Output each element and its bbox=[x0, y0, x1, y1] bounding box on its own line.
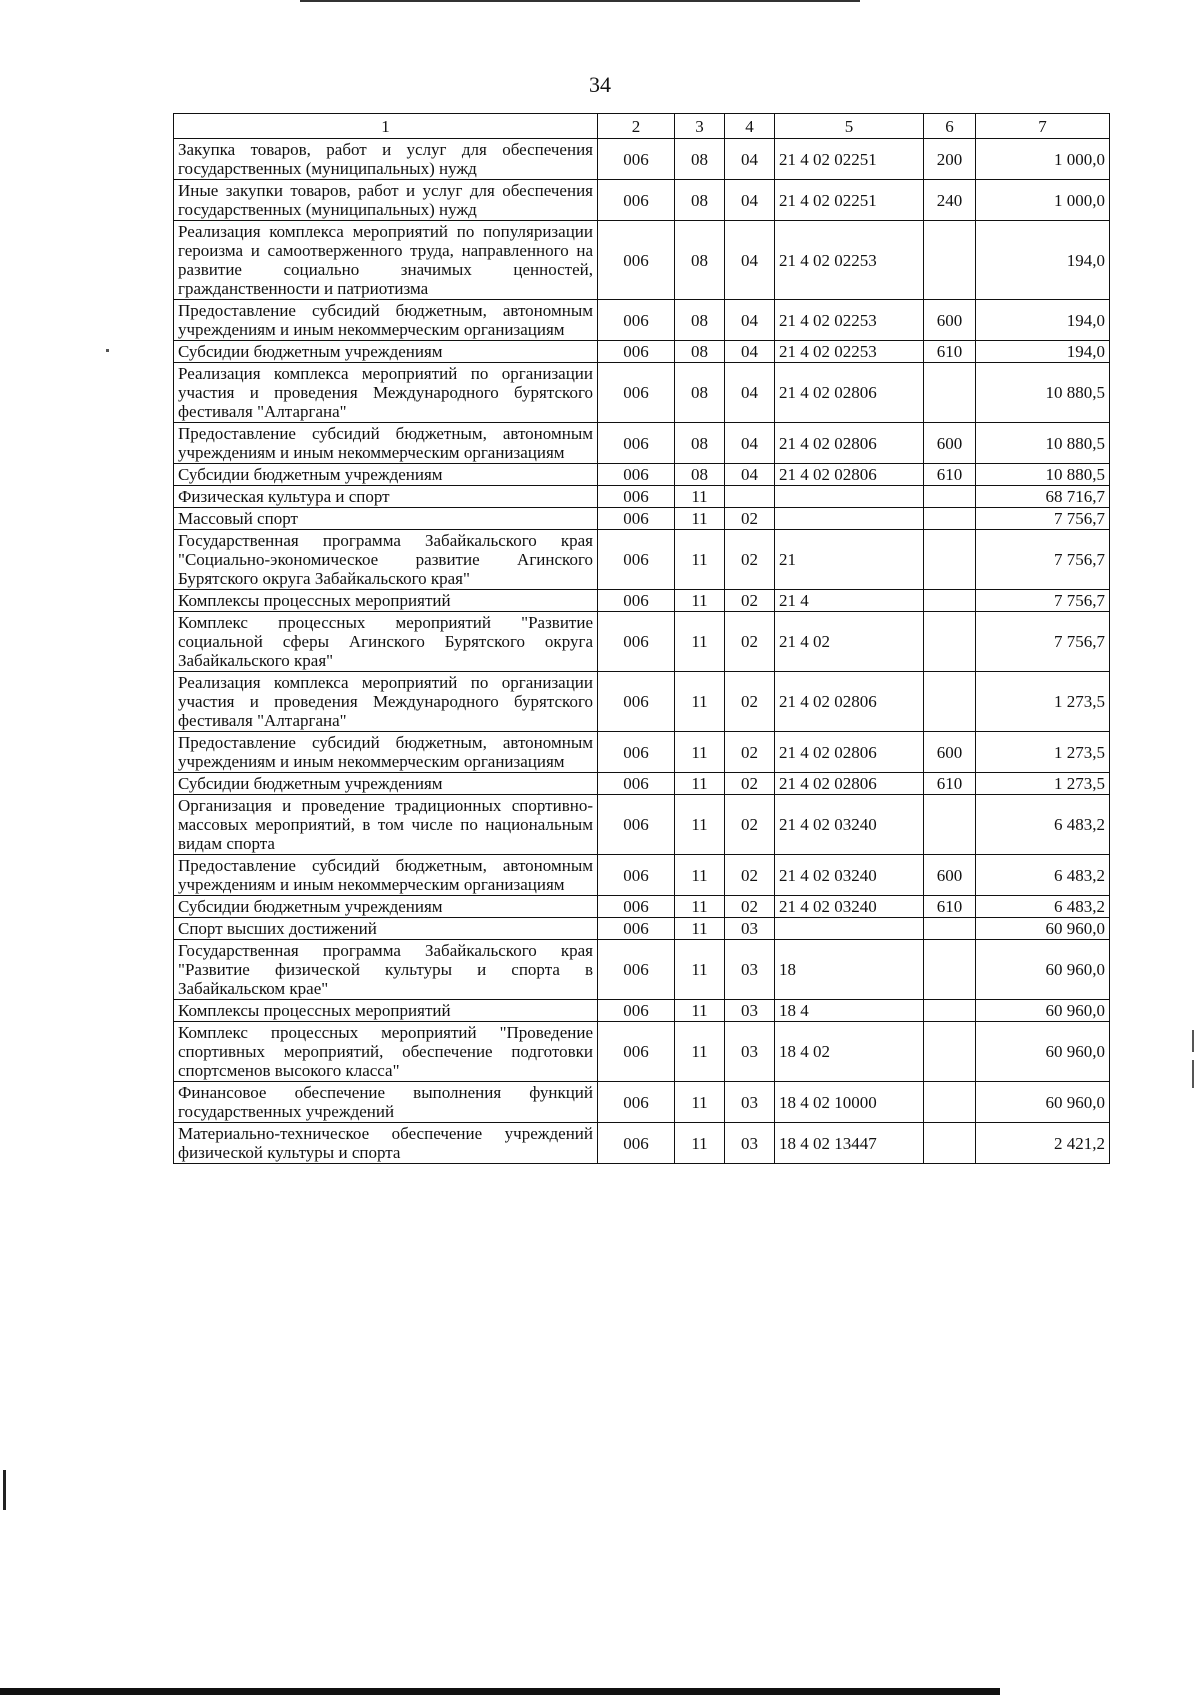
row-description: Иные закупки товаров, работ и услуг для обеспечения государственных (муниципальных) нужд bbox=[174, 180, 598, 221]
col-3-cell: 11 bbox=[675, 672, 725, 732]
table-row bbox=[174, 363, 1110, 423]
row-description: Комплекс процессных мероприятий "Развитие социальной сферы Агинского Бурятского округа Забайкальского края" bbox=[174, 612, 598, 672]
row-description: Субсидии бюджетным учреждениям bbox=[174, 896, 598, 918]
amount-cell: 2 421,2 bbox=[976, 1123, 1110, 1164]
col-5-cell: 21 4 02 02806 bbox=[775, 773, 924, 795]
col-6-cell bbox=[924, 508, 976, 530]
row-description: Предоставление субсидий бюджетным, автономным учреждениям и иным некоммерческим организациям bbox=[174, 732, 598, 773]
header-cell: 5 bbox=[775, 114, 924, 139]
col-5-cell bbox=[775, 918, 924, 940]
header-cell: 2 bbox=[598, 114, 675, 139]
col-3-cell: 11 bbox=[675, 508, 725, 530]
table-row bbox=[174, 1022, 1110, 1082]
col-4-cell: 03 bbox=[725, 1082, 775, 1123]
col-6-cell: 600 bbox=[924, 855, 976, 896]
row-description: Реализация комплекса мероприятий по организации участия и проведения Международного бурятского фестиваля "Алтаргана" bbox=[174, 363, 598, 423]
amount-cell: 68 716,7 bbox=[976, 486, 1110, 508]
col-4-cell: 02 bbox=[725, 773, 775, 795]
col-4-cell: 03 bbox=[725, 918, 775, 940]
col-6-cell: 600 bbox=[924, 423, 976, 464]
col-5-cell: 21 4 02 02253 bbox=[775, 300, 924, 341]
table-row bbox=[174, 486, 1110, 508]
col-5-cell: 21 4 02 02251 bbox=[775, 139, 924, 180]
col-6-cell bbox=[924, 918, 976, 940]
col-6-cell bbox=[924, 486, 976, 508]
scan-dot bbox=[106, 349, 109, 352]
row-description: Реализация комплекса мероприятий по популяризации героизма и самоотверженного труда, направленного на развитие социально значимых ценностей, гражданственности и патриотизма bbox=[174, 221, 598, 300]
amount-cell: 10 880,5 bbox=[976, 423, 1110, 464]
table-row bbox=[174, 1123, 1110, 1164]
col-4-cell: 04 bbox=[725, 180, 775, 221]
table-row bbox=[174, 341, 1110, 363]
col-5-cell: 21 4 bbox=[775, 590, 924, 612]
col-5-cell: 21 4 02 02806 bbox=[775, 672, 924, 732]
col-5-cell: 21 4 02 03240 bbox=[775, 855, 924, 896]
col-3-cell: 11 bbox=[675, 918, 725, 940]
col-3-cell: 11 bbox=[675, 590, 725, 612]
table-row bbox=[174, 590, 1110, 612]
col-4-cell: 02 bbox=[725, 795, 775, 855]
row-description: Субсидии бюджетным учреждениям bbox=[174, 464, 598, 486]
amount-cell: 7 756,7 bbox=[976, 590, 1110, 612]
col-5-cell: 21 4 02 02253 bbox=[775, 221, 924, 300]
amount-cell: 10 880,5 bbox=[976, 464, 1110, 486]
row-description: Организация и проведение традиционных спортивно-массовых мероприятий, в том числе по национальным видам спорта bbox=[174, 795, 598, 855]
page-number: 34 bbox=[589, 72, 611, 97]
col-4-cell: 03 bbox=[725, 1123, 775, 1164]
row-description: Государственная программа Забайкальского края "Социально-экономическое развитие Агинского Бурятского округа Забайкальского края" bbox=[174, 530, 598, 590]
col-6-cell: 600 bbox=[924, 732, 976, 773]
col-2-cell: 006 bbox=[598, 363, 675, 423]
col-4-cell: 02 bbox=[725, 672, 775, 732]
col-5-cell: 21 4 02 03240 bbox=[775, 896, 924, 918]
col-4-cell bbox=[725, 486, 775, 508]
col-2-cell: 006 bbox=[598, 139, 675, 180]
col-5-cell: 21 4 02 02806 bbox=[775, 423, 924, 464]
row-description: Комплексы процессных мероприятий bbox=[174, 1000, 598, 1022]
table-row bbox=[174, 1000, 1110, 1022]
row-description: Предоставление субсидий бюджетным, автономным учреждениям и иным некоммерческим организациям bbox=[174, 423, 598, 464]
amount-cell: 7 756,7 bbox=[976, 530, 1110, 590]
col-6-cell bbox=[924, 530, 976, 590]
col-3-cell: 11 bbox=[675, 486, 725, 508]
col-3-cell: 11 bbox=[675, 1123, 725, 1164]
header-cell: 4 bbox=[725, 114, 775, 139]
col-5-cell: 21 4 02 02806 bbox=[775, 464, 924, 486]
row-description: Финансовое обеспечение выполнения функций государственных учреждений bbox=[174, 1082, 598, 1123]
col-6-cell bbox=[924, 612, 976, 672]
col-2-cell: 006 bbox=[598, 940, 675, 1000]
amount-cell: 7 756,7 bbox=[976, 508, 1110, 530]
col-5-cell bbox=[775, 486, 924, 508]
amount-cell: 1 273,5 bbox=[976, 773, 1110, 795]
table-row bbox=[174, 795, 1110, 855]
col-3-cell: 08 bbox=[675, 363, 725, 423]
amount-cell: 60 960,0 bbox=[976, 1000, 1110, 1022]
col-3-cell: 08 bbox=[675, 300, 725, 341]
col-4-cell: 02 bbox=[725, 590, 775, 612]
col-4-cell: 03 bbox=[725, 940, 775, 1000]
col-4-cell: 02 bbox=[725, 855, 775, 896]
table-row bbox=[174, 855, 1110, 896]
amount-cell: 1 273,5 bbox=[976, 672, 1110, 732]
col-3-cell: 11 bbox=[675, 1082, 725, 1123]
col-3-cell: 08 bbox=[675, 464, 725, 486]
col-6-cell bbox=[924, 672, 976, 732]
col-6-cell bbox=[924, 221, 976, 300]
col-5-cell: 18 bbox=[775, 940, 924, 1000]
col-6-cell bbox=[924, 795, 976, 855]
row-description: Реализация комплекса мероприятий по организации участия и проведения Международного бурятского фестиваля "Алтаргана" bbox=[174, 672, 598, 732]
table-row bbox=[174, 732, 1110, 773]
row-description: Государственная программа Забайкальского края "Развитие физической культуры и спорта в Забайкальском крае" bbox=[174, 940, 598, 1000]
table-row bbox=[174, 508, 1110, 530]
amount-cell: 194,0 bbox=[976, 300, 1110, 341]
table-row bbox=[174, 940, 1110, 1000]
scan-mark bbox=[1192, 1060, 1194, 1088]
amount-cell: 60 960,0 bbox=[976, 918, 1110, 940]
col-2-cell: 006 bbox=[598, 530, 675, 590]
col-2-cell: 006 bbox=[598, 1022, 675, 1082]
col-5-cell: 18 4 bbox=[775, 1000, 924, 1022]
table-row bbox=[174, 221, 1110, 300]
col-3-cell: 11 bbox=[675, 896, 725, 918]
col-2-cell: 006 bbox=[598, 341, 675, 363]
col-2-cell: 006 bbox=[598, 672, 675, 732]
col-2-cell: 006 bbox=[598, 1082, 675, 1123]
col-4-cell: 04 bbox=[725, 423, 775, 464]
col-4-cell: 02 bbox=[725, 732, 775, 773]
row-description: Массовый спорт bbox=[174, 508, 598, 530]
header-cell: 3 bbox=[675, 114, 725, 139]
col-2-cell: 006 bbox=[598, 508, 675, 530]
table-row bbox=[174, 180, 1110, 221]
col-2-cell: 006 bbox=[598, 423, 675, 464]
col-2-cell: 006 bbox=[598, 1123, 675, 1164]
col-3-cell: 11 bbox=[675, 530, 725, 590]
table-row bbox=[174, 918, 1110, 940]
col-6-cell: 610 bbox=[924, 464, 976, 486]
col-6-cell: 600 bbox=[924, 300, 976, 341]
col-3-cell: 11 bbox=[675, 795, 725, 855]
col-3-cell: 11 bbox=[675, 855, 725, 896]
row-description: Предоставление субсидий бюджетным, автономным учреждениям и иным некоммерческим организациям bbox=[174, 300, 598, 341]
scan-bottom-bar bbox=[0, 1688, 1000, 1695]
col-3-cell: 08 bbox=[675, 180, 725, 221]
row-description: Предоставление субсидий бюджетным, автономным учреждениям и иным некоммерческим организациям bbox=[174, 855, 598, 896]
col-6-cell bbox=[924, 940, 976, 1000]
table-row bbox=[174, 423, 1110, 464]
col-2-cell: 006 bbox=[598, 896, 675, 918]
col-3-cell: 08 bbox=[675, 139, 725, 180]
col-4-cell: 04 bbox=[725, 363, 775, 423]
row-description: Субсидии бюджетным учреждениям bbox=[174, 341, 598, 363]
col-6-cell bbox=[924, 363, 976, 423]
table-row bbox=[174, 672, 1110, 732]
col-4-cell: 04 bbox=[725, 341, 775, 363]
col-6-cell: 610 bbox=[924, 896, 976, 918]
col-6-cell: 610 bbox=[924, 773, 976, 795]
col-6-cell bbox=[924, 1022, 976, 1082]
col-6-cell bbox=[924, 1082, 976, 1123]
col-6-cell bbox=[924, 1123, 976, 1164]
table-row bbox=[174, 612, 1110, 672]
col-6-cell: 610 bbox=[924, 341, 976, 363]
amount-cell: 1 273,5 bbox=[976, 732, 1110, 773]
col-2-cell: 006 bbox=[598, 464, 675, 486]
amount-cell: 60 960,0 bbox=[976, 940, 1110, 1000]
col-4-cell: 04 bbox=[725, 139, 775, 180]
col-5-cell: 18 4 02 bbox=[775, 1022, 924, 1082]
table-row bbox=[174, 139, 1110, 180]
col-4-cell: 02 bbox=[725, 896, 775, 918]
col-6-cell: 200 bbox=[924, 139, 976, 180]
header-row bbox=[174, 114, 1110, 139]
amount-cell: 194,0 bbox=[976, 341, 1110, 363]
col-6-cell bbox=[924, 590, 976, 612]
col-5-cell: 21 bbox=[775, 530, 924, 590]
col-2-cell: 006 bbox=[598, 855, 675, 896]
col-2-cell: 006 bbox=[598, 221, 675, 300]
scan-mark bbox=[1192, 1030, 1194, 1052]
col-2-cell: 006 bbox=[598, 918, 675, 940]
col-2-cell: 006 bbox=[598, 732, 675, 773]
col-4-cell: 04 bbox=[725, 221, 775, 300]
col-4-cell: 02 bbox=[725, 530, 775, 590]
budget-table bbox=[173, 113, 1110, 1164]
col-4-cell: 03 bbox=[725, 1000, 775, 1022]
amount-cell: 10 880,5 bbox=[976, 363, 1110, 423]
row-description: Материально-техническое обеспечение учреждений физической культуры и спорта bbox=[174, 1123, 598, 1164]
col-4-cell: 04 bbox=[725, 464, 775, 486]
table-row bbox=[174, 530, 1110, 590]
header-cell: 6 bbox=[924, 114, 976, 139]
table-row bbox=[174, 300, 1110, 341]
col-3-cell: 11 bbox=[675, 940, 725, 1000]
col-2-cell: 006 bbox=[598, 486, 675, 508]
col-3-cell: 08 bbox=[675, 341, 725, 363]
amount-cell: 7 756,7 bbox=[976, 612, 1110, 672]
col-4-cell: 02 bbox=[725, 508, 775, 530]
col-4-cell: 02 bbox=[725, 612, 775, 672]
col-5-cell: 21 4 02 02806 bbox=[775, 363, 924, 423]
row-description: Комплексы процессных мероприятий bbox=[174, 590, 598, 612]
col-2-cell: 006 bbox=[598, 612, 675, 672]
table-row bbox=[174, 896, 1110, 918]
amount-cell: 60 960,0 bbox=[976, 1082, 1110, 1123]
col-5-cell: 21 4 02 03240 bbox=[775, 795, 924, 855]
col-3-cell: 11 bbox=[675, 773, 725, 795]
table-row bbox=[174, 1082, 1110, 1123]
col-2-cell: 006 bbox=[598, 300, 675, 341]
col-3-cell: 11 bbox=[675, 732, 725, 773]
amount-cell: 6 483,2 bbox=[976, 795, 1110, 855]
col-3-cell: 11 bbox=[675, 1022, 725, 1082]
col-3-cell: 11 bbox=[675, 1000, 725, 1022]
top-rule bbox=[300, 0, 860, 2]
col-4-cell: 04 bbox=[725, 300, 775, 341]
col-3-cell: 11 bbox=[675, 612, 725, 672]
amount-cell: 194,0 bbox=[976, 221, 1110, 300]
header-cell: 7 bbox=[976, 114, 1110, 139]
col-2-cell: 006 bbox=[598, 795, 675, 855]
row-description: Физическая культура и спорт bbox=[174, 486, 598, 508]
row-description: Закупка товаров, работ и услуг для обеспечения государственных (муниципальных) нужд bbox=[174, 139, 598, 180]
amount-cell: 1 000,0 bbox=[976, 139, 1110, 180]
col-5-cell: 21 4 02 02806 bbox=[775, 732, 924, 773]
amount-cell: 6 483,2 bbox=[976, 855, 1110, 896]
col-3-cell: 08 bbox=[675, 221, 725, 300]
col-5-cell: 21 4 02 bbox=[775, 612, 924, 672]
col-2-cell: 006 bbox=[598, 773, 675, 795]
table-row bbox=[174, 464, 1110, 486]
amount-cell: 60 960,0 bbox=[976, 1022, 1110, 1082]
col-6-cell: 240 bbox=[924, 180, 976, 221]
col-5-cell: 21 4 02 02253 bbox=[775, 341, 924, 363]
col-5-cell: 18 4 02 10000 bbox=[775, 1082, 924, 1123]
col-3-cell: 08 bbox=[675, 423, 725, 464]
col-4-cell: 03 bbox=[725, 1022, 775, 1082]
row-description: Субсидии бюджетным учреждениям bbox=[174, 773, 598, 795]
col-5-cell bbox=[775, 508, 924, 530]
col-5-cell: 18 4 02 13447 bbox=[775, 1123, 924, 1164]
col-5-cell: 21 4 02 02251 bbox=[775, 180, 924, 221]
row-description: Комплекс процессных мероприятий "Проведение спортивных мероприятий, обеспечение подготовки спортсменов высокого класса" bbox=[174, 1022, 598, 1082]
col-2-cell: 006 bbox=[598, 590, 675, 612]
amount-cell: 6 483,2 bbox=[976, 896, 1110, 918]
col-2-cell: 006 bbox=[598, 1000, 675, 1022]
col-2-cell: 006 bbox=[598, 180, 675, 221]
amount-cell: 1 000,0 bbox=[976, 180, 1110, 221]
table-row bbox=[174, 773, 1110, 795]
scan-mark bbox=[3, 1470, 6, 1510]
col-6-cell bbox=[924, 1000, 976, 1022]
row-description: Спорт высших достижений bbox=[174, 918, 598, 940]
header-cell: 1 bbox=[174, 114, 598, 139]
